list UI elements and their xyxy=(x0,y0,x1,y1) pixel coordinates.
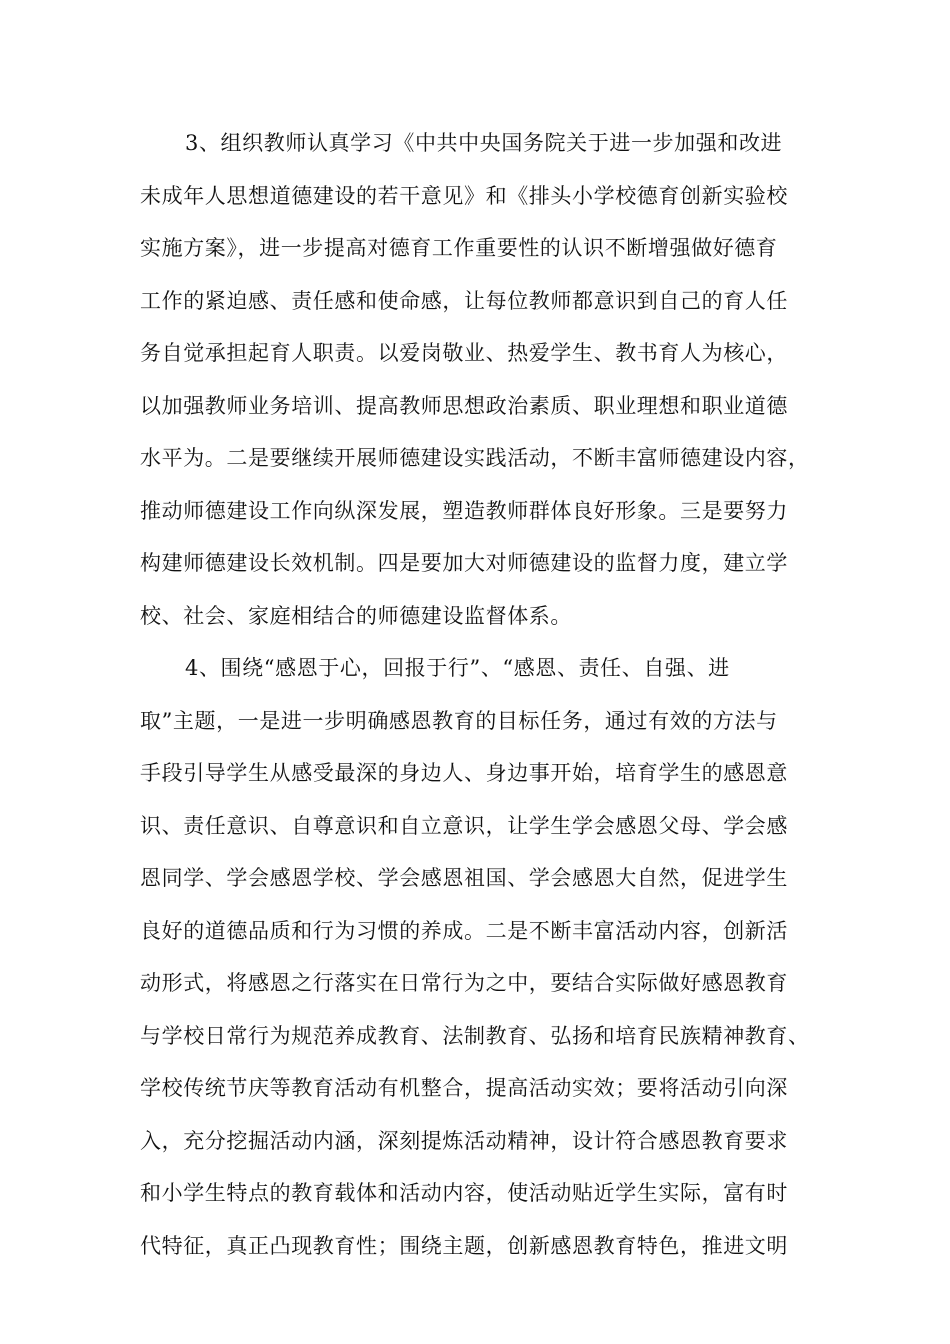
paragraph-3-line-5: 务自觉承担起育人职责。以爱岗敬业、热爱学生、教书育人为核心， xyxy=(140,341,788,365)
paragraph-4-line-7: 动形式，将感恩之行落实在日常行为之中，要结合实际做好感恩教育 xyxy=(140,971,788,995)
paragraph-3-line-6: 以加强教师业务培训、提高教师思想政治素质、职业理想和职业道德 xyxy=(140,393,788,418)
paragraph-4-line-12: 代特征，真正凸现教育性；围绕主题，创新感恩教育特色，推进文明 xyxy=(140,1233,788,1258)
paragraph-3-line-7: 水平为。二是要继续开展师德建设实践活动，不断丰富师德建设内容， xyxy=(140,446,810,470)
paragraph-4-line-5: 恩同学、学会感恩学校、学会感恩祖国、学会感恩大自然，促进学生 xyxy=(140,866,788,890)
paragraph-4-line-4: 识、责任意识、自尊意识和自立意识，让学生学会感恩父母、学会感 xyxy=(140,813,788,838)
paragraph-4-line-9: 学校传统节庆等教育活动有机整合，提高活动实效；要将活动引向深 xyxy=(140,1076,788,1100)
paragraph-4-line-8: 与学校日常行为规范养成教育、法制教育、弘扬和培育民族精神教育、 xyxy=(140,1023,810,1048)
paragraph-3-line-8: 推动师德建设工作向纵深发展，塑造教师群体良好形象。三是要努力 xyxy=(140,498,788,523)
body-text xyxy=(140,117,830,1272)
paragraph-4-line-10: 入，充分挖掘活动内涵，深刻提炼活动精神，设计符合感恩教育要求 xyxy=(140,1128,788,1153)
paragraph-3-line-1: 3、组织教师认真学习《中共中央国务院关于进一步加强和改进 xyxy=(185,131,783,155)
paragraph-3-line-9: 构建师德建设长效机制。四是要加大对师德建设的监督力度，建立学 xyxy=(140,551,788,575)
paragraph-3-line-3: 实施方案》，进一步提高对德育工作重要性的认识不断增强做好德育 xyxy=(140,236,778,260)
paragraph-4-line-11: 和小学生特点的教育载体和活动内容，使活动贴近学生实际，富有时 xyxy=(140,1181,788,1205)
paragraph-3-line-2: 未成年人思想道德建设的若干意见》和《排头小学校德育创新实验校 xyxy=(140,183,788,208)
paragraph-4-line-6: 良好的道德品质和行为习惯的养成。二是不断丰富活动内容，创新活 xyxy=(140,918,788,943)
paragraph-3-line-4: 工作的紧迫感、责任感和使命感，让每位教师都意识到自己的育人任 xyxy=(140,288,788,313)
paragraph-3-line-10: 校、社会、家庭相结合的师德建设监督体系。 xyxy=(140,603,572,628)
paragraph-4-line-1: 4、围绕“感恩于心，回报于行”、“感恩、责任、自强、进 xyxy=(185,656,730,680)
paragraph-4-line-3: 手段引导学生从感受最深的身边人、身边事开始，培育学生的感恩意 xyxy=(140,761,788,785)
paragraph-4-line-2: 取”主题，一是进一步明确感恩教育的目标任务，通过有效的方法与 xyxy=(140,708,778,733)
